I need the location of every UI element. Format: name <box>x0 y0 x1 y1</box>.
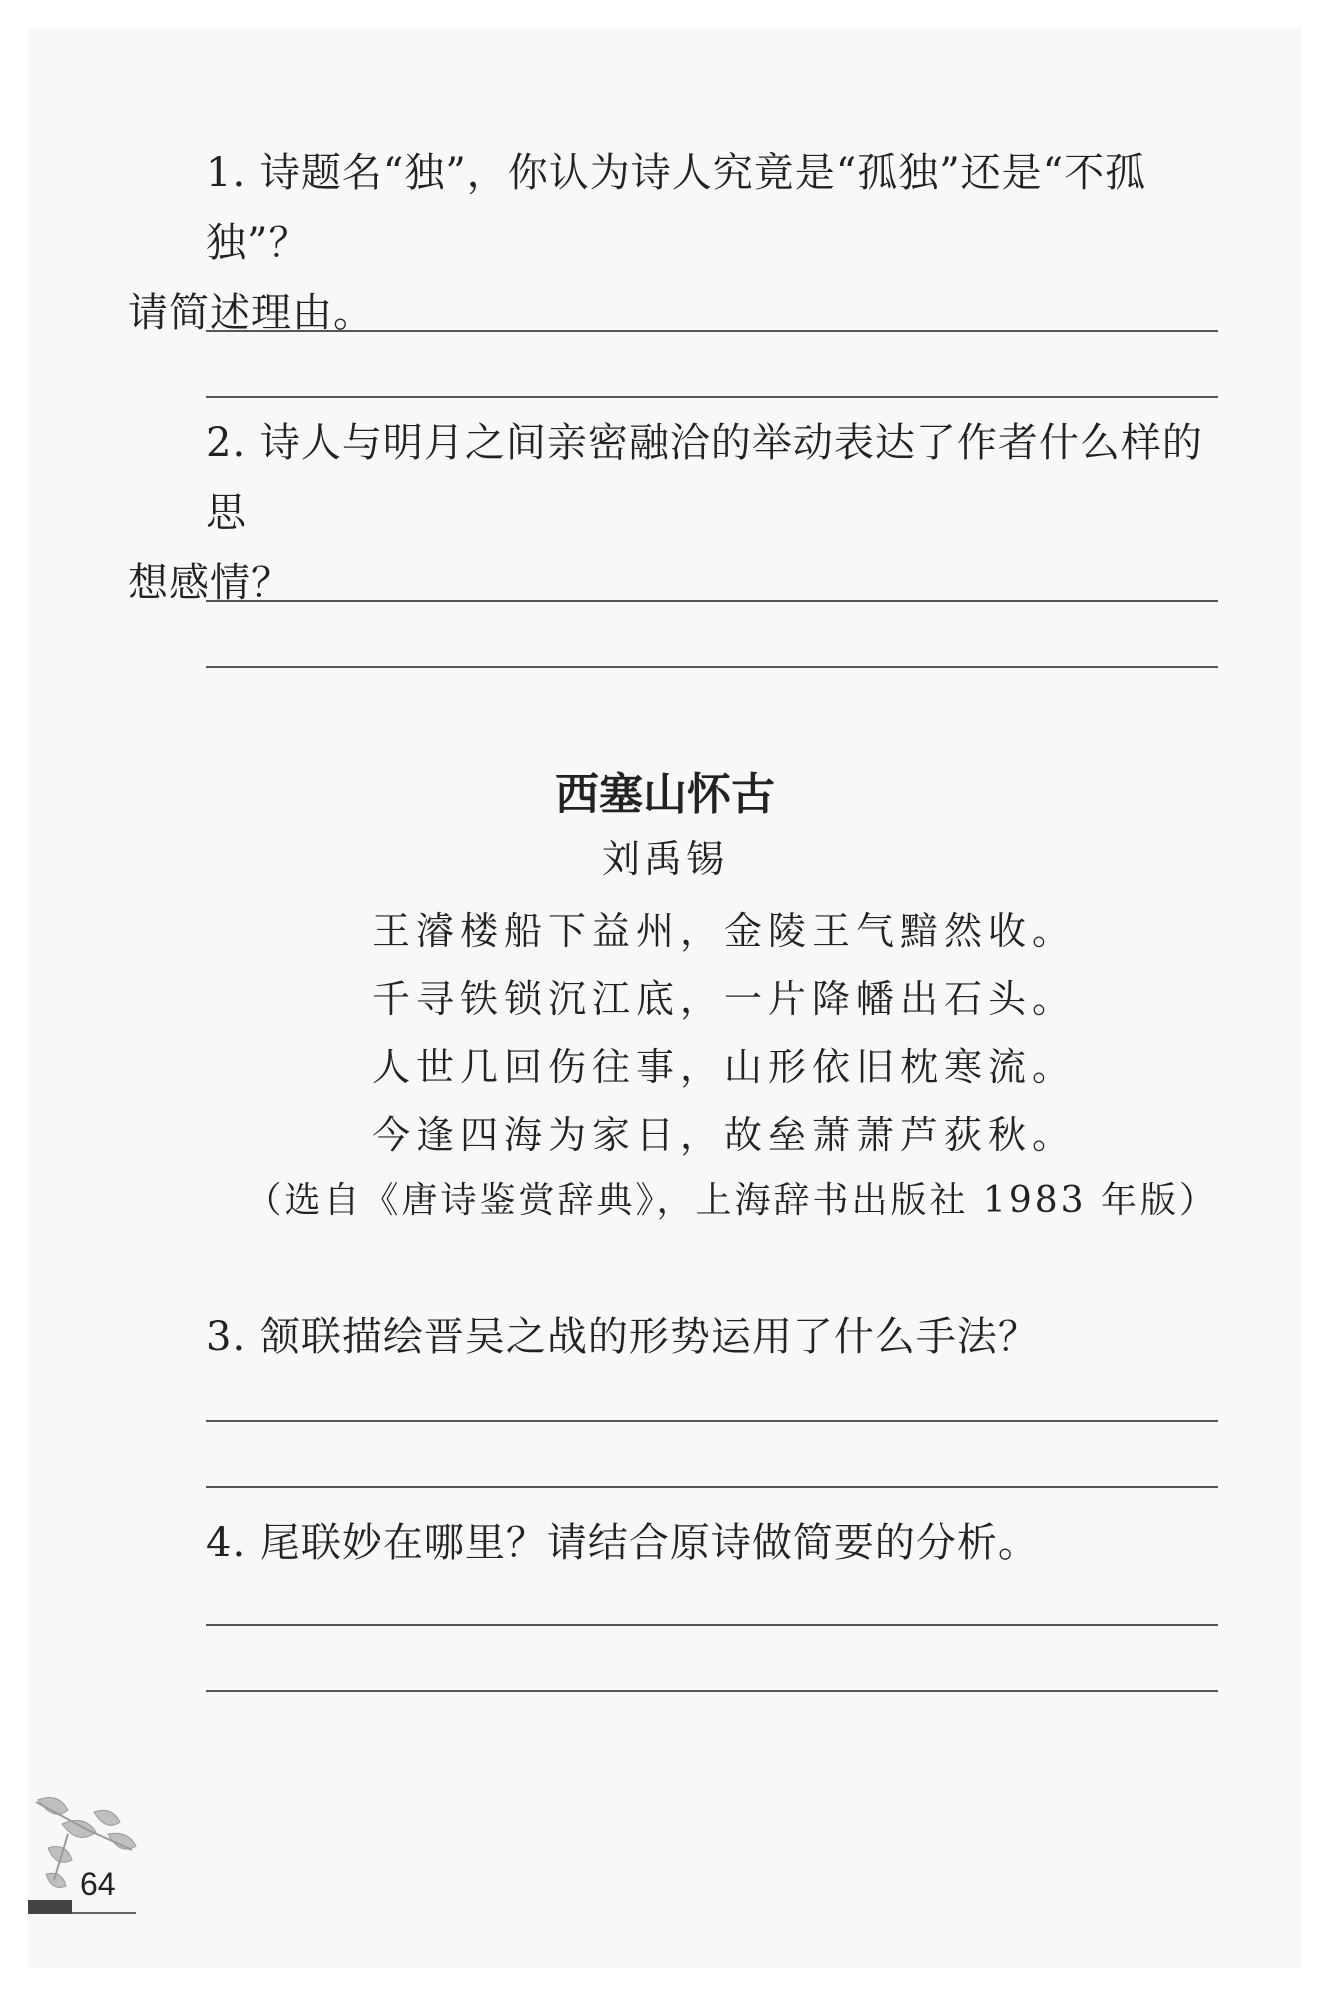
page-number-underline <box>72 1912 136 1914</box>
poem-source: （选自《唐诗鉴赏辞典》，上海辞书出版社 1983 年版） <box>245 1180 1218 1221</box>
answer-line-1a[interactable] <box>206 330 1218 332</box>
poem-author: 刘禹锡 <box>601 837 728 881</box>
poem-line-1: 王濬楼船下益州，金陵王气黯然收。 <box>372 909 1077 953</box>
question-1-line-1: 1. 诗题名“独”，你认为诗人究竟是“孤独”还是“不孤独”？ <box>206 150 1147 266</box>
answer-line-1b[interactable] <box>206 396 1218 398</box>
poem-line-2: 千寻铁锁沉江底，一片降幡出石头。 <box>372 977 1077 1021</box>
answer-line-3b[interactable] <box>206 1486 1218 1488</box>
answer-line-4a[interactable] <box>206 1624 1218 1626</box>
poem-line-3: 人世几回伤往事，山形依旧枕寒流。 <box>372 1045 1077 1089</box>
question-3: 3. 颔联描绘晋吴之战的形势运用了什么手法？ <box>206 1314 1039 1360</box>
poem-title: 西塞山怀古 <box>555 769 775 820</box>
question-2-line-2: 想感情？ <box>128 560 292 606</box>
answer-line-2a[interactable] <box>206 600 1218 602</box>
answer-line-2b[interactable] <box>206 666 1218 668</box>
question-1 <box>128 138 1218 348</box>
question-2 <box>128 408 1218 618</box>
question-4: 4. 尾联妙在哪里？请结合原诗做简要的分析。 <box>206 1520 1039 1566</box>
page-number: 64 <box>80 1866 116 1902</box>
question-1-line-2: 请简述理由。 <box>128 290 374 336</box>
answer-line-4b[interactable] <box>206 1690 1218 1692</box>
question-2-line-1: 2. 诗人与明月之间亲密融洽的举动表达了作者什么样的思 <box>206 420 1203 536</box>
poem-line-4: 今逢四海为家日，故垒萧萧芦荻秋。 <box>372 1113 1077 1157</box>
page-number-bar <box>28 1900 72 1914</box>
answer-line-3a[interactable] <box>206 1420 1218 1422</box>
